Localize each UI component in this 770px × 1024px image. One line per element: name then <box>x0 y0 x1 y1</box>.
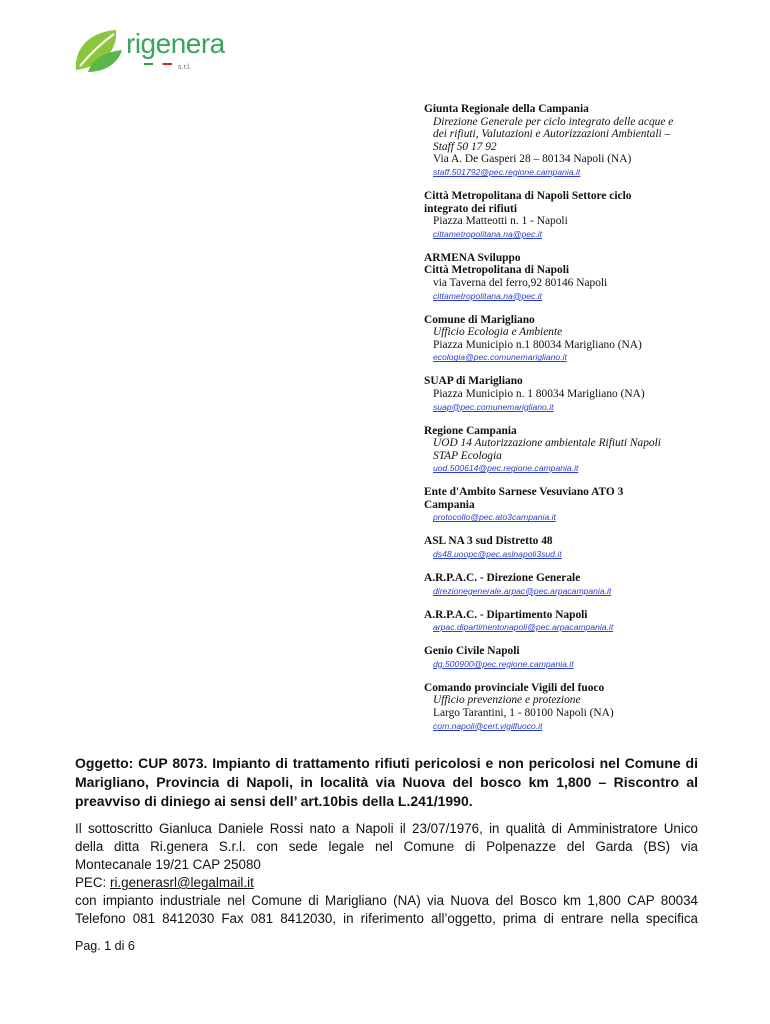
page-number: Pag. 1 di 6 <box>75 939 135 953</box>
recipient-block <box>424 103 754 178</box>
recipient-address-line: Ufficio Ecologia e Ambiente <box>433 326 563 339</box>
recipient-block <box>424 252 754 302</box>
recipient-address-line: Via A. De Gasperi 28 – 80134 Napoli (NA) <box>433 153 632 166</box>
recipient-block <box>424 609 754 634</box>
recipient-address-line: Piazza Matteotti n. 1 - Napoli <box>433 215 568 228</box>
pec-email-link[interactable]: ri.generasrl@legalmail.it <box>109 875 254 890</box>
recipient-name: ASL NA 3 sud Distretto 48 <box>424 535 553 548</box>
recipient-address-line: Direzione Generale per ciclo integrato delle acque e <box>433 115 674 128</box>
recipient-pec-link[interactable]: ds48.uoopc@pec.aslnapoli3sud.it <box>433 549 562 560</box>
body-line: Montecanale 19/21 CAP 25080 <box>75 857 261 872</box>
body-line: Il sottoscritto Gianluca Daniele Rossi nato a Napoli il 23/07/1976, in qualità di Amministratore Unico <box>75 821 698 836</box>
subject-line: Oggetto: CUP 8073. Impianto di trattamento rifiuti pericolosi e non pericolosi nel Comune di Marigliano, Provincia di Napoli, in località via Nuova del bosco km 1,800 – Riscontro al preavviso di diniego ai sensi dell’ art.10bis della L.241/1990. <box>75 755 698 809</box>
recipient-name: Regione Campania <box>424 424 517 437</box>
recipient-pec-link[interactable]: uod.500614@pec.regione.campania.it <box>433 463 579 474</box>
recipient-pec-link[interactable]: staff.501792@pec.regione.campania.it <box>433 166 581 177</box>
recipient-pec-link[interactable]: dg.500900@pec.regione.campania.it <box>433 658 574 669</box>
recipient-pec-link[interactable]: ecologia@pec.comunemarigliano.it <box>433 352 567 363</box>
leaf-icon <box>70 26 130 78</box>
recipient-name: Città Metropolitana di Napoli Settore ciclo <box>424 189 632 202</box>
recipient-pec-link[interactable]: cittametropolitana.na@pec.it <box>433 228 543 239</box>
logo-suffix: s.r.l. <box>178 64 191 71</box>
pec-label: PEC: <box>75 875 110 890</box>
recipient-address-line: UOD 14 Autorizzazione ambientale Rifiuti Napoli <box>433 437 661 450</box>
recipient-block <box>424 190 754 240</box>
logo-flag-stripe <box>144 63 172 65</box>
recipient-block <box>424 535 754 560</box>
letter-body <box>75 820 698 928</box>
recipient-name: Ente d'Ambito Sarnese Vesuviano ATO 3 <box>424 486 624 499</box>
body-line: con impianto industriale nel Comune di Marigliano (NA) via Nuova del Bosco km 1,800 CAP 80034 <box>75 893 698 908</box>
recipient-name: ARMENA Sviluppo <box>424 251 521 264</box>
recipient-address-line: via Taverna del ferro,92 80146 Napoli <box>433 276 608 289</box>
recipient-name: Campania <box>424 498 475 511</box>
recipient-pec-link[interactable]: direzionegenerale.arpac@pec.arpacampania.it <box>433 585 612 596</box>
recipient-address-line: Piazza Municipio n. 1 80034 Marigliano (NA) <box>433 387 645 400</box>
recipient-name: integrato dei rifiuti <box>424 202 518 215</box>
logo-wordmark: rigenera <box>126 28 225 59</box>
recipient-address-line: dei rifiuti, Valutazioni e Autorizzazioni Ambientali – <box>433 128 671 141</box>
recipient-block <box>424 486 754 523</box>
recipient-address-line: Staff 50 17 92 <box>433 140 497 153</box>
recipient-block <box>424 375 754 412</box>
recipient-name: Comune di Marigliano <box>424 313 535 326</box>
recipient-pec-link[interactable]: protocollo@pec.ato3campania.it <box>433 512 556 523</box>
recipient-address-line: Piazza Municipio n.1 80034 Marigliano (NA) <box>433 338 642 351</box>
recipient-block <box>424 314 754 364</box>
recipients-list <box>424 103 754 744</box>
recipient-name: A.R.P.A.C. - Direzione Generale <box>424 572 581 585</box>
body-line: della ditta Ri.genera S.r.l. con sede legale nel Comune di Polpenazze del Garda (BS) via <box>75 839 698 854</box>
recipient-name: A.R.P.A.C. - Dipartimento Napoli <box>424 608 588 621</box>
recipient-pec-link[interactable]: cittametropolitana.na@pec.it <box>433 290 543 301</box>
recipient-block <box>424 425 754 475</box>
recipient-pec-link[interactable]: com.napoli@cert.vigilfuoco.it <box>433 720 543 731</box>
recipient-block <box>424 572 754 597</box>
body-line: Telefono 081 8412030 Fax 081 8412030, in riferimento all’oggetto, prima di entrare nella specifica <box>75 911 698 926</box>
recipient-name: Comando provinciale Vigili del fuoco <box>424 681 605 694</box>
recipient-name: Città Metropolitana di Napoli <box>424 264 570 277</box>
pec-line <box>75 874 698 892</box>
recipient-name: SUAP di Marigliano <box>424 375 523 388</box>
recipient-name: Giunta Regionale della Campania <box>424 103 589 115</box>
recipient-block <box>424 682 754 732</box>
company-logo <box>70 26 225 78</box>
recipient-pec-link[interactable]: arpac.dipartimentonapoli@pec.arpacampania.it <box>433 622 614 633</box>
recipient-pec-link[interactable]: suap@pec.comunemarigliano.it <box>433 401 554 412</box>
recipient-block <box>424 645 754 670</box>
recipient-name: Genio Civile Napoli <box>424 645 520 658</box>
recipient-address-line: Ufficio prevenzione e protezione <box>433 694 581 707</box>
recipient-address-line: Largo Tarantini, 1 - 80100 Napoli (NA) <box>433 707 614 720</box>
recipient-address-line: STAP Ecologia <box>433 449 502 462</box>
